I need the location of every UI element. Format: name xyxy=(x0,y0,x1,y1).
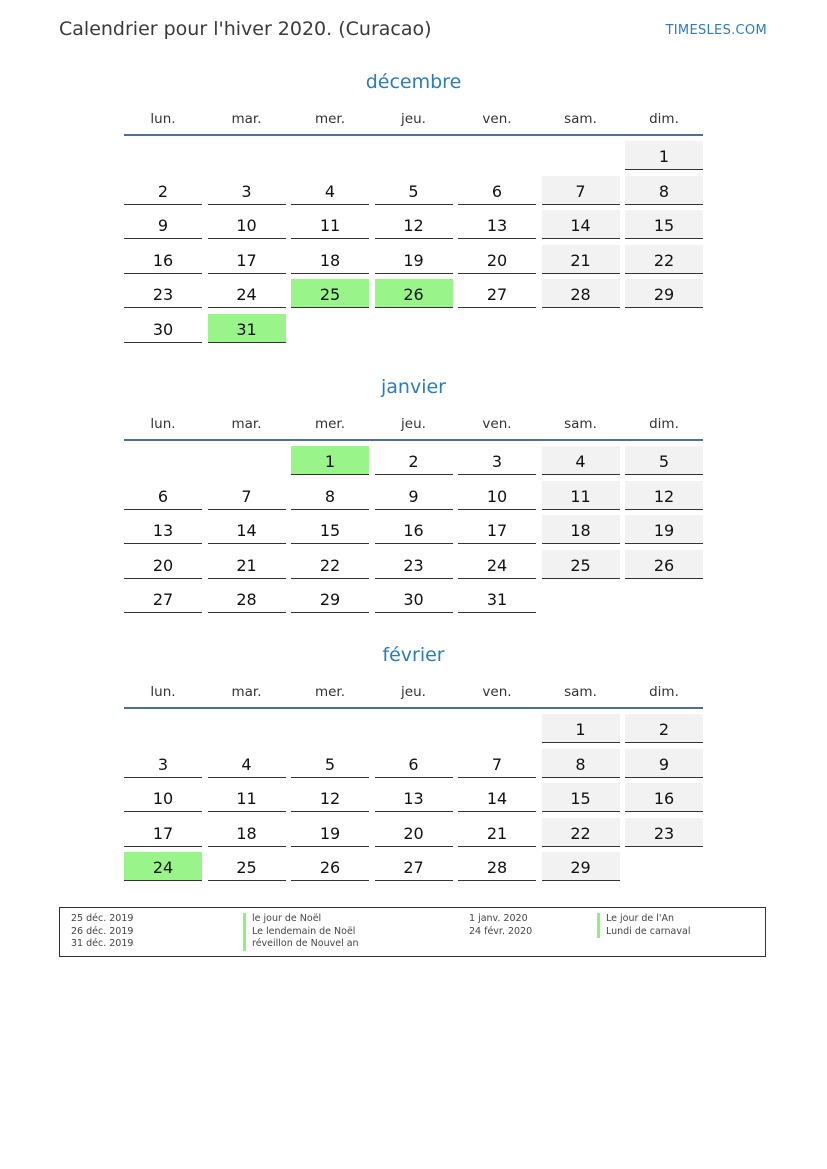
day-cell: 15 xyxy=(291,515,369,544)
day-cell: 1 xyxy=(542,714,620,743)
day-cell: 12 xyxy=(625,481,703,510)
day-cell: 16 xyxy=(375,515,453,544)
page-title: Calendrier pour l'hiver 2020. (Curacao) xyxy=(59,18,432,40)
day-cell: 22 xyxy=(291,550,369,579)
weekday-label: jeu. xyxy=(401,684,426,700)
weekday-label: jeu. xyxy=(401,416,426,432)
day-cell: 11 xyxy=(542,481,620,510)
day-cell: 31 xyxy=(458,584,536,613)
day-cell: 18 xyxy=(291,245,369,274)
month-february xyxy=(124,640,703,881)
empty-cell xyxy=(124,714,202,743)
day-cell: 30 xyxy=(375,584,453,613)
day-cell: 23 xyxy=(124,279,202,308)
day-cell: 27 xyxy=(458,279,536,308)
day-cell: 23 xyxy=(625,818,703,847)
day-cell: 10 xyxy=(124,783,202,812)
day-cell: 10 xyxy=(208,210,286,239)
weekday-label: sam. xyxy=(564,684,597,700)
legend-dates-left xyxy=(71,913,133,951)
legend-date: 24 févr. 2020 xyxy=(469,925,533,937)
legend-date: 26 déc. 2019 xyxy=(71,925,134,937)
weekday-label: mer. xyxy=(314,111,346,127)
legend-holiday-name: Le lendemain de Noël xyxy=(243,926,359,939)
weekday-label: lun. xyxy=(150,111,176,127)
legend-holiday-name: le jour de Noël xyxy=(243,913,359,926)
day-cell: 13 xyxy=(458,210,536,239)
day-cell: 27 xyxy=(375,852,453,881)
day-cell: 21 xyxy=(542,245,620,274)
legend-holiday-name: Lundi de carnaval xyxy=(597,926,690,939)
month-january xyxy=(124,372,703,613)
day-cell: 18 xyxy=(542,515,620,544)
day-cell: 6 xyxy=(124,481,202,510)
day-cell: 19 xyxy=(625,515,703,544)
day-cell: 26 xyxy=(625,550,703,579)
weekday-header xyxy=(124,677,703,709)
holiday-day-cell: 24 xyxy=(124,852,202,881)
empty-cell xyxy=(375,141,453,170)
day-cell: 4 xyxy=(208,749,286,778)
day-grid xyxy=(124,446,703,613)
legend-holiday-name: Le jour de l'An xyxy=(597,913,690,926)
month-december xyxy=(124,67,703,343)
day-cell: 18 xyxy=(208,818,286,847)
day-cell: 17 xyxy=(458,515,536,544)
weekday-label: dim. xyxy=(649,111,679,127)
day-cell: 15 xyxy=(542,783,620,812)
day-cell: 10 xyxy=(458,481,536,510)
day-cell: 12 xyxy=(375,210,453,239)
holiday-day-cell: 25 xyxy=(291,279,369,308)
day-cell: 8 xyxy=(542,749,620,778)
day-cell: 7 xyxy=(458,749,536,778)
weekday-label: sam. xyxy=(564,416,597,432)
day-cell: 11 xyxy=(208,783,286,812)
day-cell: 14 xyxy=(208,515,286,544)
day-cell: 15 xyxy=(625,210,703,239)
day-cell: 24 xyxy=(208,279,286,308)
day-cell: 5 xyxy=(291,749,369,778)
day-cell: 7 xyxy=(208,481,286,510)
weekday-label: ven. xyxy=(482,111,512,127)
day-cell: 11 xyxy=(291,210,369,239)
empty-cell xyxy=(291,714,369,743)
day-cell: 17 xyxy=(208,245,286,274)
weekday-header xyxy=(124,409,703,441)
day-cell: 26 xyxy=(291,852,369,881)
day-cell: 8 xyxy=(625,176,703,205)
day-grid xyxy=(124,141,703,343)
day-cell: 20 xyxy=(375,818,453,847)
holiday-day-cell: 1 xyxy=(291,446,369,475)
day-cell: 14 xyxy=(542,210,620,239)
day-cell: 23 xyxy=(375,550,453,579)
day-cell: 4 xyxy=(542,446,620,475)
day-cell: 25 xyxy=(208,852,286,881)
day-cell: 16 xyxy=(124,245,202,274)
empty-cell xyxy=(375,714,453,743)
weekday-label: mar. xyxy=(231,416,262,432)
day-cell: 22 xyxy=(542,818,620,847)
day-cell: 7 xyxy=(542,176,620,205)
day-cell: 6 xyxy=(458,176,536,205)
empty-cell xyxy=(291,141,369,170)
empty-cell xyxy=(542,141,620,170)
day-cell: 25 xyxy=(542,550,620,579)
day-cell: 3 xyxy=(208,176,286,205)
day-cell: 28 xyxy=(208,584,286,613)
weekday-label: ven. xyxy=(482,684,512,700)
holiday-day-cell: 26 xyxy=(375,279,453,308)
day-cell: 16 xyxy=(625,783,703,812)
day-cell: 2 xyxy=(625,714,703,743)
day-cell: 21 xyxy=(458,818,536,847)
day-cell: 8 xyxy=(291,481,369,510)
day-cell: 28 xyxy=(542,279,620,308)
weekday-label: sam. xyxy=(564,111,597,127)
day-cell: 19 xyxy=(375,245,453,274)
legend-date: 25 déc. 2019 xyxy=(71,913,134,924)
holiday-legend xyxy=(59,907,766,957)
day-grid xyxy=(124,714,703,881)
day-cell: 19 xyxy=(291,818,369,847)
weekday-header xyxy=(124,104,703,136)
day-cell: 12 xyxy=(291,783,369,812)
day-cell: 28 xyxy=(458,852,536,881)
legend-date: 1 janv. 2020 xyxy=(469,913,528,924)
day-cell: 22 xyxy=(625,245,703,274)
day-cell: 5 xyxy=(625,446,703,475)
empty-cell xyxy=(208,714,286,743)
empty-cell xyxy=(124,141,202,170)
day-cell: 13 xyxy=(375,783,453,812)
day-cell: 29 xyxy=(291,584,369,613)
legend-dates-right xyxy=(469,913,532,938)
empty-cell xyxy=(208,141,286,170)
day-cell: 20 xyxy=(458,245,536,274)
weekday-label: ven. xyxy=(482,416,512,432)
weekday-label: dim. xyxy=(649,416,679,432)
day-cell: 3 xyxy=(124,749,202,778)
day-cell: 29 xyxy=(542,852,620,881)
day-cell: 1 xyxy=(625,141,703,170)
day-cell: 2 xyxy=(375,446,453,475)
weekday-label: jeu. xyxy=(401,111,426,127)
empty-cell xyxy=(124,446,202,475)
day-cell: 14 xyxy=(458,783,536,812)
day-cell: 5 xyxy=(375,176,453,205)
month-title: décembre xyxy=(365,71,462,93)
weekday-label: mar. xyxy=(231,684,262,700)
day-cell: 27 xyxy=(124,584,202,613)
month-title: février xyxy=(382,644,445,666)
day-cell: 9 xyxy=(625,749,703,778)
weekday-label: mer. xyxy=(314,684,346,700)
day-cell: 21 xyxy=(208,550,286,579)
day-cell: 9 xyxy=(375,481,453,510)
legend-date: 31 déc. 2019 xyxy=(71,938,134,949)
legend-names-left xyxy=(243,913,359,951)
day-cell: 24 xyxy=(458,550,536,579)
day-cell: 29 xyxy=(625,279,703,308)
month-title: janvier xyxy=(381,376,446,398)
day-cell: 9 xyxy=(124,210,202,239)
day-cell: 4 xyxy=(291,176,369,205)
day-cell: 6 xyxy=(375,749,453,778)
weekday-label: lun. xyxy=(150,684,176,700)
empty-cell xyxy=(208,446,286,475)
weekday-label: mer. xyxy=(314,416,346,432)
day-cell: 3 xyxy=(458,446,536,475)
day-cell: 20 xyxy=(124,550,202,579)
holiday-day-cell: 31 xyxy=(208,314,286,343)
legend-holiday-name: réveillon de Nouvel an xyxy=(243,938,359,951)
brand-link[interactable]: TIMESLES.COM xyxy=(665,23,767,38)
day-cell: 17 xyxy=(124,818,202,847)
empty-cell xyxy=(458,714,536,743)
empty-cell xyxy=(458,141,536,170)
weekday-label: dim. xyxy=(649,684,679,700)
day-cell: 30 xyxy=(124,314,202,343)
weekday-label: mar. xyxy=(231,111,262,127)
legend-names-right xyxy=(597,913,690,938)
weekday-label: lun. xyxy=(150,416,176,432)
day-cell: 2 xyxy=(124,176,202,205)
day-cell: 13 xyxy=(124,515,202,544)
